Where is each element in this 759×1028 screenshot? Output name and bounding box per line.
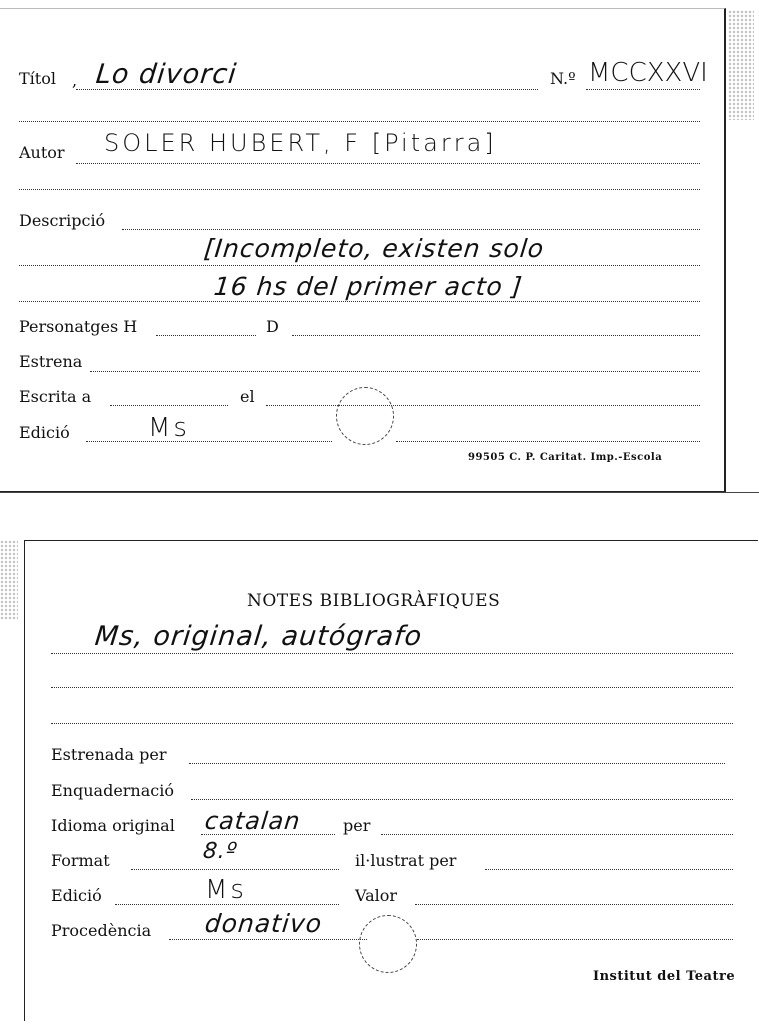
estrenada-line <box>189 763 725 764</box>
edicio-line <box>86 441 332 442</box>
personatges-label: Personatges H <box>19 317 138 336</box>
escrita-el-line <box>266 405 700 406</box>
numero-line <box>586 89 700 90</box>
escrita-el-label: el <box>240 387 255 406</box>
edicio-line-right <box>396 441 700 442</box>
titol-label: Títol <box>19 69 56 88</box>
descripcio-line2 <box>19 265 700 266</box>
printer-imprint: 99505 C. P. Caritat. Imp.-Escola <box>468 452 663 463</box>
enquadernacio-label: Enquadernació <box>51 781 174 800</box>
edicio2-label: Edició <box>51 886 102 905</box>
card-separator-line <box>0 492 759 493</box>
estrena-line <box>90 371 700 372</box>
catalog-card-front <box>0 8 726 493</box>
estrenada-label: Estrenada per <box>51 745 167 764</box>
numero-value: MCCXXVI <box>588 58 708 88</box>
autor-value: SOLER HUBERT, F [Pitarra] <box>104 129 497 157</box>
punch-hole <box>359 915 417 973</box>
personatges-d-label: D <box>266 317 279 336</box>
format-value: 8.º <box>201 839 239 864</box>
numero-label: N.º <box>550 69 576 88</box>
notes-line3 <box>51 723 733 724</box>
escrita-label: Escrita a <box>19 387 92 406</box>
format-il-line <box>485 869 733 870</box>
descripcio-label: Descripció <box>19 211 106 230</box>
descripcio-line3 <box>19 301 700 302</box>
valor-line <box>415 904 733 905</box>
comma-mark: , <box>72 71 78 90</box>
notes-line1 <box>51 653 733 654</box>
descripcio-value-line1: [Incompleto, existen solo <box>202 234 546 263</box>
idioma-per-line <box>381 834 733 835</box>
blank-line <box>19 121 700 122</box>
estrena-label: Estrena <box>19 352 83 371</box>
escrita-line <box>110 405 228 406</box>
edicio-value: Ms <box>148 413 190 443</box>
procedencia-line <box>169 939 367 940</box>
autor-label: Autor <box>19 143 65 162</box>
descripcio-value-line2: 16 hs del primer acto ] <box>212 272 525 301</box>
personatges-d-line <box>292 335 700 336</box>
autor-line <box>76 163 700 164</box>
titol-value: Lo divorci <box>94 59 239 90</box>
notes-line2 <box>51 687 733 688</box>
format-il-label: il·lustrat per <box>355 851 457 870</box>
format-label: Format <box>51 851 110 870</box>
idioma-value: catalan <box>203 807 303 835</box>
scan-speckle <box>728 10 754 120</box>
procedencia-value: donativo <box>203 909 324 938</box>
notes-title: NOTES BIBLIOGRÀFIQUES <box>247 591 501 611</box>
catalog-card-back <box>24 540 758 1021</box>
descripcio-line <box>122 229 700 230</box>
idioma-per-label: per <box>343 816 371 835</box>
blank-line <box>19 189 700 190</box>
idioma-label: Idioma original <box>51 816 175 835</box>
format-line <box>131 869 339 870</box>
procedencia-line-right <box>417 939 733 940</box>
institut-label: Institut del Teatre <box>593 969 736 984</box>
punch-hole <box>336 387 394 445</box>
procedencia-label: Procedència <box>51 921 152 940</box>
scan-speckle <box>0 540 18 620</box>
edicio-label: Edició <box>19 423 70 442</box>
enquadernacio-line <box>191 799 733 800</box>
notes-value-line1: Ms, original, autógrafo <box>93 621 424 652</box>
personatges-h-line <box>156 335 256 336</box>
valor-label: Valor <box>355 886 398 905</box>
edicio2-value: Ms <box>205 875 247 905</box>
